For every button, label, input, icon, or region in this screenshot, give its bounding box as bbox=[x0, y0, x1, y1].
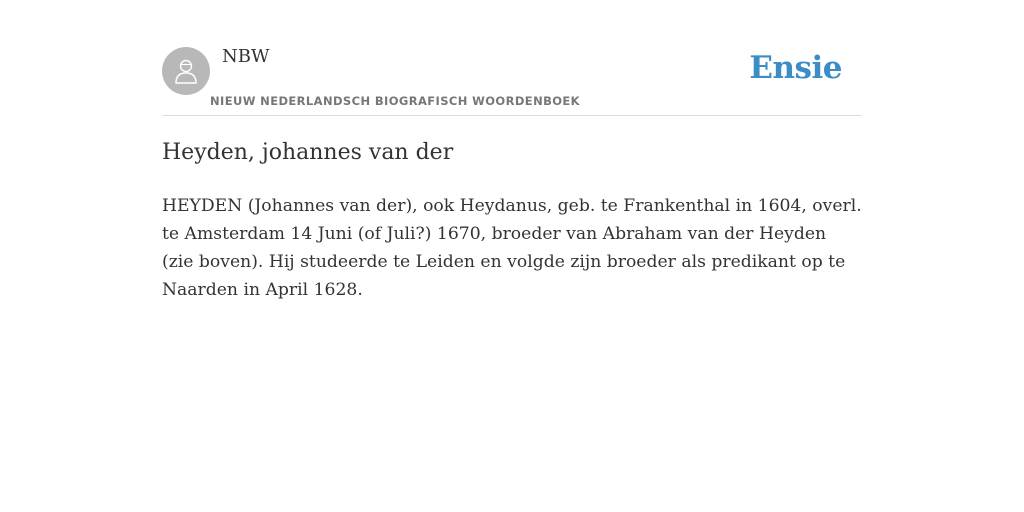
article-body: HEYDEN (Johannes van der), ook Heydanus, geb. te Frankenthal in 1604, overl. te Amsterdam 14 Juni (of Juli?) 1670, broeder van Abraham van der Heyden (zie boven). Hij studeerde te Leiden en volgde zijn broeder als predikant op te Naarden in April 1628. bbox=[162, 196, 862, 300]
source-abbreviation[interactable]: NBW bbox=[222, 46, 270, 67]
user-icon bbox=[172, 57, 200, 85]
source-full-name: NIEUW NEDERLANDSCH BIOGRAFISCH WOORDENBOEK bbox=[210, 94, 580, 108]
page-container bbox=[162, 0, 862, 512]
article-title: Heyden, johannes van der bbox=[162, 140, 454, 165]
brand-logo[interactable]: Ensie bbox=[749, 50, 842, 86]
source-avatar[interactable] bbox=[162, 47, 210, 95]
source-header bbox=[162, 0, 862, 116]
